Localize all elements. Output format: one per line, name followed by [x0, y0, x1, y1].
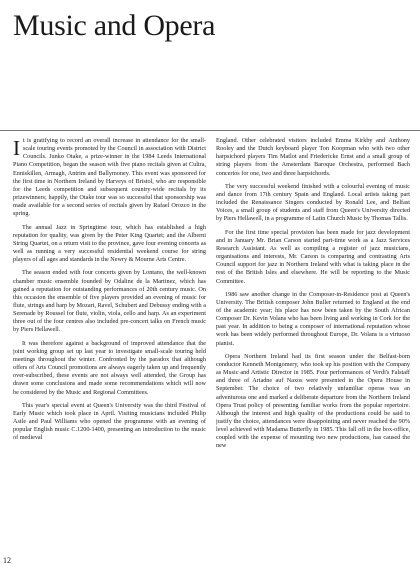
paragraph: Opera Northern Ireland had its first season under the Belfast-born conductor Kenneth Montgomery, who took up his position with the Company as Music and Artistic Director in 1985. Four performances of Verdi's Falstaff and three of Ariadne auf Naxos were presented in the Opera House in September. The choice of two relatively unfamiliar operas was an adventurous one and marked a deliberate departure from the Northern Ireland Opera Trust policy of presenting familiar works from the popular repertoire. Although the interest and high quality of the productions could be said to justify the choice, attendances were disappointing and never reached the 90% level achieved with Madama Butterfly in 1985. This fall off in the box-office, coupled with the expense of mounting two new productions, has caused the new: [216, 352, 410, 450]
paragraph: 1986 saw another change in the Composer-in-Residence post at Queen's University. The British composer John Buller returned to England at the end of the academic year; his place has now been taken by the South African Composer Dr. Kevin Volans who has been living and working in Cork for the past year. In addition to being a composer of international reputation whose work has been widely performed throughout Europe, Dr. Volans is a virtuoso pianist.: [216, 290, 410, 347]
page-title: Music and Opera: [13, 9, 216, 42]
page-number: 12: [3, 556, 11, 565]
left-column: [13, 137, 206, 557]
paragraph: The very successful weekend finished with a colourful evening of music and dance from 17th century Spain and England. Local artists taking part included the Renaissance Singers conducted by Ronald Lee, and Belfast Voices, a small group of students and staff from Queen's University directed by Piers Hellawell, in a programme of Latin Church Music by Thomas Tallis.: [216, 182, 410, 223]
paragraph: [13, 137, 206, 219]
header-rule: [0, 130, 420, 131]
paragraph: The annual Jazz in Springtime tour, which has established a high reputation for quality, was given by the Peter King Quartet; and the Alberni String Quartet, on a return visit to the province, gave four evening concerts as well as running a very successful residential weekend course for string players of all ages and standards in the Newry & Mourne Arts Centre.: [13, 223, 206, 264]
paragraph: The season ended with four concerts given by Lontano, the well-known chamber music ensemble founded by Odaline de la Martinez, which has gained a reputation for outstanding performances of 20th century music. On this occasion the ensemble of five players provided an evening of music for flute, strings and harp by Mozart, Ravel, Schubert and Debussy ending with a Serenade by Roussel for flute, violin, viola, cello and harp. As an experiment three out of the four centres also included pre-concert talks on French music by Piers Hellawell.: [13, 269, 206, 334]
paragraph-text: t is gratifying to record an overall increase in attendance for the small-scale touring events promoted by the Council in association with District Councils. Junko Otake, a prize-winner in the 1984 Leeds International Piano Competition, began the season with five piano recitals given at Cultra, Enniskillen, Armagh, Antrim and Ballymoney. This event was sponsored for the first time in Northern Ireland by Harveys of Bristol, who are responsible for the Leeds competition and subsequent country-wide recitals by its prizewinners; happily, the Otake tour was so successful that sponsorship was made available for a second series of recitals given by Rafael Orozco in the spring.: [13, 137, 206, 218]
paragraph: It was therefore against a background of improved attendance that the joint working group set up last year to investigate small-scale touring held meetings throughout the winter. Confronted by the paradox that although offers of Arts Council promotions are always eagerly taken up and frequently over-subscribed, these events are not always well attended, the Group has drawn some conclusions and made some recommendations which will now be considered by the Music and Regional Committees.: [13, 339, 206, 396]
paragraph: England. Other celebrated visitors included Emma Kirkby and Anthony Rooley and the Dutch keyboard player Ton Koopman who with two other harpsichord players Tim Matlot and Friedericke Ernst and a small group of string players from the Amsterdam Baroque Orchestra, performed Bach concertos for one, two and three harpsichords.: [216, 137, 410, 177]
paragraph: This year's special event at Queen's University was the third Festival of Early Music which took place in April. Visiting musicians included Philip Astle and Paul Williams who opened the programme with an evening of popular English music C.1200-1400, presenting an introduction to the music of medieval: [13, 401, 206, 442]
right-column: [216, 137, 410, 557]
drop-cap: I: [13, 137, 20, 160]
paragraph: For the first time special provision has been made for jazz development and in January Mr. Brian Carson started part-time work as a Jazz Services Research Assistant. As well as compiling a register of jazz musicians, organisations and interests, Mr. Carson is comparing and contrasting Arts Council support for jazz in Northern Ireland with what is taking place in the rest of the British Isles and elsewhere. He will be reporting to the Music Committee.: [216, 228, 410, 285]
